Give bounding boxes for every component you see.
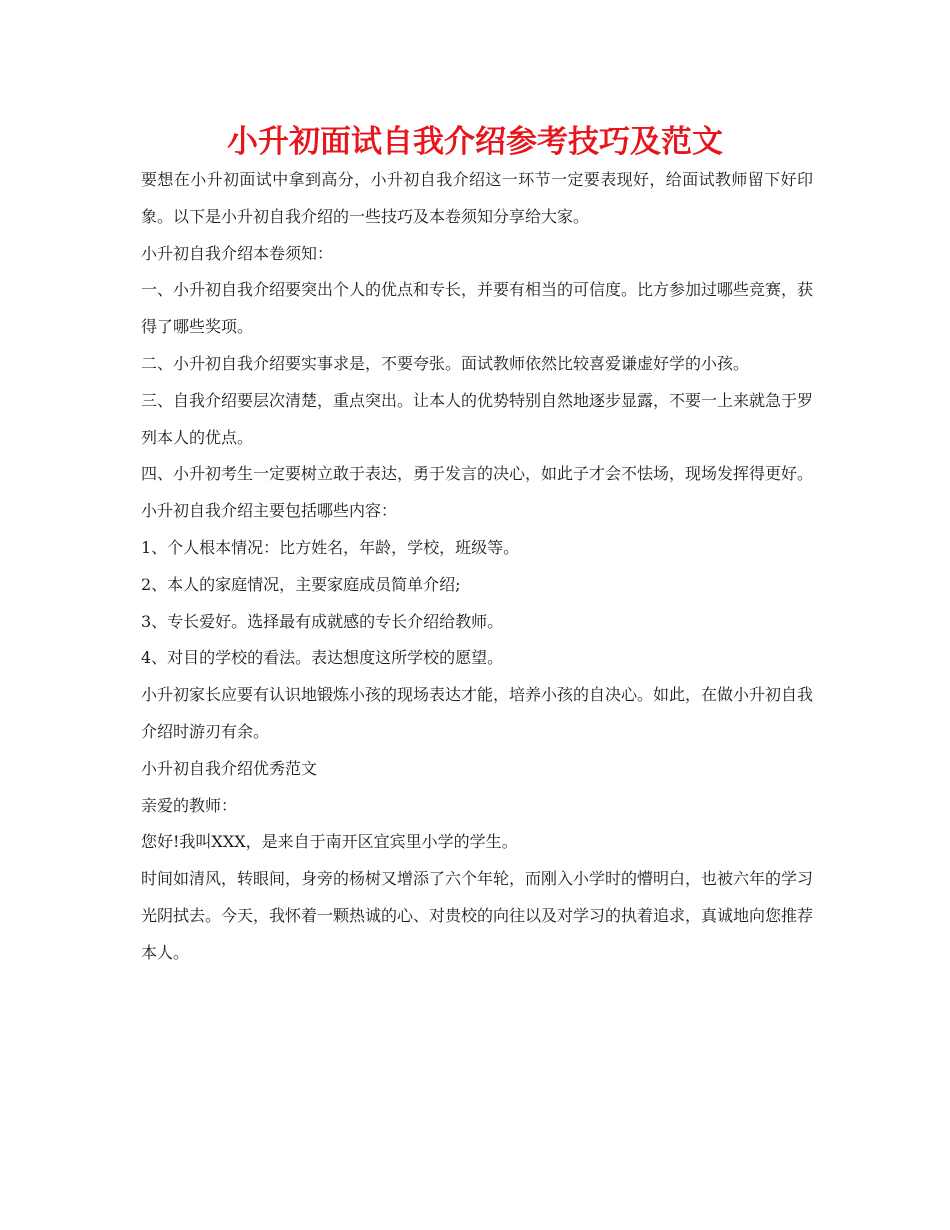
paragraph-note-2: 二、小升初自我介绍要实事求是，不要夸张。面试教师依然比较喜爱谦虚好学的小孩。 bbox=[141, 353, 750, 373]
document-title: 小升初面试自我介绍参考技巧及范文 bbox=[227, 124, 723, 160]
paragraph-intro: 要想在小升初面试中拿到高分，小升初自我介绍这一环节一定要表现好，给面试教师留下好印象。以下是小升初自我介绍的一些技巧及本卷须知分享给大家。 bbox=[141, 170, 813, 226]
paragraph-content-4: 4、对目的学校的看法。表达想度这所学校的愿望。 bbox=[141, 648, 504, 668]
paragraph-sample-heading: 小升初自我介绍优秀范文 bbox=[141, 758, 318, 778]
paragraph-greeting: 您好!我叫XXX，是来自于南开区宜宾里小学的学生。 bbox=[141, 832, 518, 852]
paragraph-notes-heading: 小升初自我介绍本卷须知： bbox=[141, 243, 334, 263]
paragraph-note-3: 三、自我介绍要层次清楚，重点突出。让本人的优势特别自然地逐步显露，不要一上来就急于罗列本人的优点。 bbox=[141, 390, 814, 447]
paragraph-salutation: 亲爱的教师： bbox=[141, 795, 238, 815]
paragraph-note-4: 四、小升初考生一定要树立敢于表达，勇于发言的决心，如此子才会不怯场，现场发挥得更好。 bbox=[141, 464, 814, 484]
paragraph-content-2: 2、本人的家庭情况，主要家庭成员简单介绍; bbox=[141, 574, 461, 594]
paragraph-parents-advice: 小升初家长应要有认识地锻炼小孩的现场表达才能，培养小孩的自决心。如此，在做小升初自我介绍时游刃有余。 bbox=[141, 685, 814, 741]
document-body bbox=[141, 162, 813, 972]
paragraph-sample-body: 时间如清风，转眼间，身旁的杨树又增添了六个年轮，而刚入小学时的懵明白，也被六年的学习光阴拭去。今天，我怀着一颗热诚的心、对贵校的向往以及对学习的执着追求，真诚地向您推荐本人。 bbox=[141, 869, 814, 962]
paragraph-content-3: 3、专长爱好。选择最有成就感的专长介绍给教师。 bbox=[141, 611, 504, 631]
paragraph-content-heading: 小升初自我介绍主要包括哪些内容： bbox=[141, 501, 398, 521]
paragraph-content-1: 1、个人根本情况：比方姓名，年龄，学校，班级等。 bbox=[141, 537, 520, 557]
paragraph-note-1: 一、小升初自我介绍要突出个人的优点和专长，并要有相当的可信度。比方参加过哪些竞赛，获得了哪些奖项。 bbox=[141, 280, 814, 337]
